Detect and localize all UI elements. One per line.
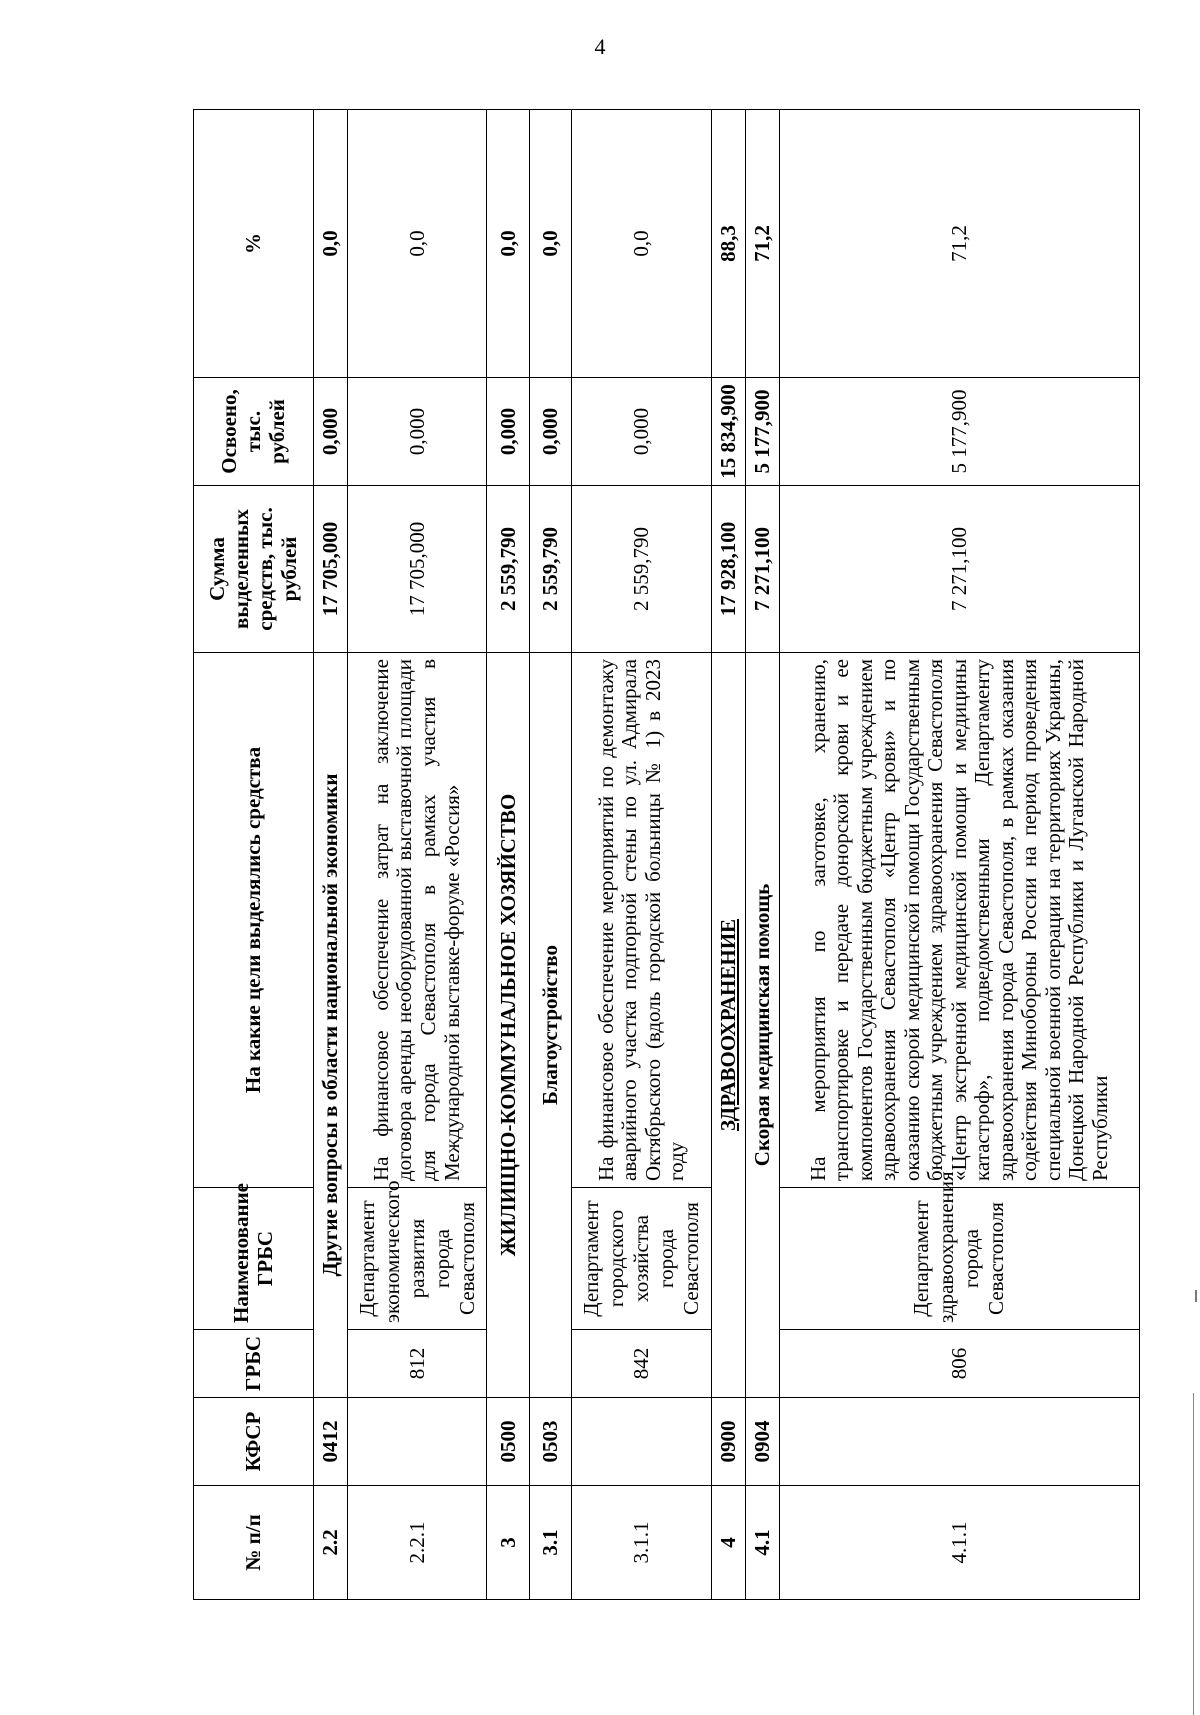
budget-table (193, 109, 1140, 1600)
table-row (529, 110, 571, 1600)
scan-mark (1195, 1290, 1197, 1302)
row-spent: 5 177,900 (779, 378, 1139, 486)
row-num: 4.1 (745, 1486, 779, 1600)
section-title: Благоустройство (529, 653, 571, 1398)
row-allocated: 17 928,100 (711, 486, 745, 653)
row-spent: 0,000 (487, 378, 529, 486)
row-allocated: 7 271,100 (745, 486, 779, 653)
row-num: 3.1 (529, 1486, 571, 1600)
row-spent: 0,000 (347, 378, 487, 486)
header-row (194, 110, 314, 1600)
section-title: Скорая медицинская помощь (745, 653, 779, 1398)
header-allocated: Сумма выделенных средств, тыс. рублей (194, 486, 314, 653)
row-grbs-name: Департамент здравоохранения города Севастополя (779, 1188, 1139, 1330)
table-row (745, 110, 779, 1600)
row-allocated: 2 559,790 (487, 486, 529, 653)
header-grbs: ГРБС (194, 1330, 314, 1398)
header-spent: Освоено, тыс. рублей (194, 378, 314, 486)
row-spent: 0,000 (529, 378, 571, 486)
row-purpose: На финансовое обеспечение затрат на заключение договора аренды необорудованной выставочной площади для города Севастополя в рамках участия в Международной выставке-форуме «Россия» (347, 653, 487, 1188)
row-grbs: 842 (572, 1330, 712, 1398)
scan-edge-line (1193, 1393, 1194, 1715)
table-row (313, 110, 347, 1600)
header-percent: % (194, 110, 314, 378)
row-spent: 15 834,900 (711, 378, 745, 486)
row-num: 2.2.1 (347, 1486, 487, 1600)
row-allocated: 2 559,790 (572, 486, 712, 653)
row-grbs: 812 (347, 1330, 487, 1398)
row-percent: 0,0 (347, 110, 487, 378)
row-percent: 0,0 (572, 110, 712, 378)
table-row (487, 110, 529, 1600)
row-percent: 0,0 (313, 110, 347, 378)
row-grbs: 806 (779, 1330, 1139, 1398)
row-allocated: 17 705,000 (347, 486, 487, 653)
table-row (779, 110, 1139, 1600)
header-grbs-name: Наименование ГРБС (194, 1188, 314, 1330)
page-number: 4 (594, 34, 606, 59)
section-title: ЖИЛИЩНО-КОММУНАЛЬНОЕ ХОЗЯЙСТВО (487, 653, 529, 1398)
header-kfsr: КФСР (194, 1398, 314, 1486)
row-kfsr: 0900 (711, 1398, 745, 1486)
table-row (347, 110, 487, 1600)
row-allocated: 7 271,100 (779, 486, 1139, 653)
row-spent: 0,000 (572, 378, 712, 486)
row-allocated: 17 705,000 (313, 486, 347, 653)
row-percent: 71,2 (745, 110, 779, 378)
header-purpose: На какие цели выделялись средства (194, 653, 314, 1188)
row-spent: 5 177,900 (745, 378, 779, 486)
rotated-table-wrapper (193, 110, 1140, 1600)
section-title: Другие вопросы в области национальной экономики (313, 653, 347, 1398)
row-allocated: 2 559,790 (529, 486, 571, 653)
row-num: 2.2 (313, 1486, 347, 1600)
row-num: 3.1.1 (572, 1486, 712, 1600)
row-kfsr: 0503 (529, 1398, 571, 1486)
row-kfsr: 0500 (487, 1398, 529, 1486)
table-row (711, 110, 745, 1600)
row-purpose: На финансовое обеспечение мероприятий по демонтажу аварийного участка подпорной стены по ул. Адмирала Октябрьского (вдоль городской больницы № 1) в 2023 году (572, 653, 712, 1188)
row-kfsr (779, 1398, 1139, 1486)
row-percent: 0,0 (487, 110, 529, 378)
row-kfsr (572, 1398, 712, 1486)
row-spent: 0,000 (313, 378, 347, 486)
section-title: ЗДРАВООХРАНЕНИЕ (711, 653, 745, 1398)
row-percent: 0,0 (529, 110, 571, 378)
row-kfsr: 0412 (313, 1398, 347, 1486)
row-kfsr (347, 1398, 487, 1486)
row-grbs-name: Департамент экономического развития города Севастополя (347, 1188, 487, 1330)
row-percent: 71,2 (779, 110, 1139, 378)
row-num: 4 (711, 1486, 745, 1600)
row-grbs-name: Департамент городского хозяйства города Севастополя (572, 1188, 712, 1330)
row-num: 3 (487, 1486, 529, 1600)
row-num: 4.1.1 (779, 1486, 1139, 1600)
row-percent: 88,3 (711, 110, 745, 378)
row-kfsr: 0904 (745, 1398, 779, 1486)
table-row (572, 110, 712, 1600)
row-purpose: На мероприятия по заготовке, хранению, транспортировке и передаче донорской крови и ее компонентов Государственным бюджетным учреждением здравоохранения Севастополя «Центр крови» и по оказанию скорой медицинской помощи Государственным бюджетным учреждением здравоохранения Севастополя «Центр экстренной медицинской помощи и медицины катастроф», подведомственными Департаменту здравоохранения города Севастополя, в рамках оказания содействия Минобороны России на период проведения специальной военной операции на территориях Украины, Донецкой Народной Республики и Луганской Народной Республики (779, 653, 1139, 1188)
header-num: № п/п (194, 1486, 314, 1600)
